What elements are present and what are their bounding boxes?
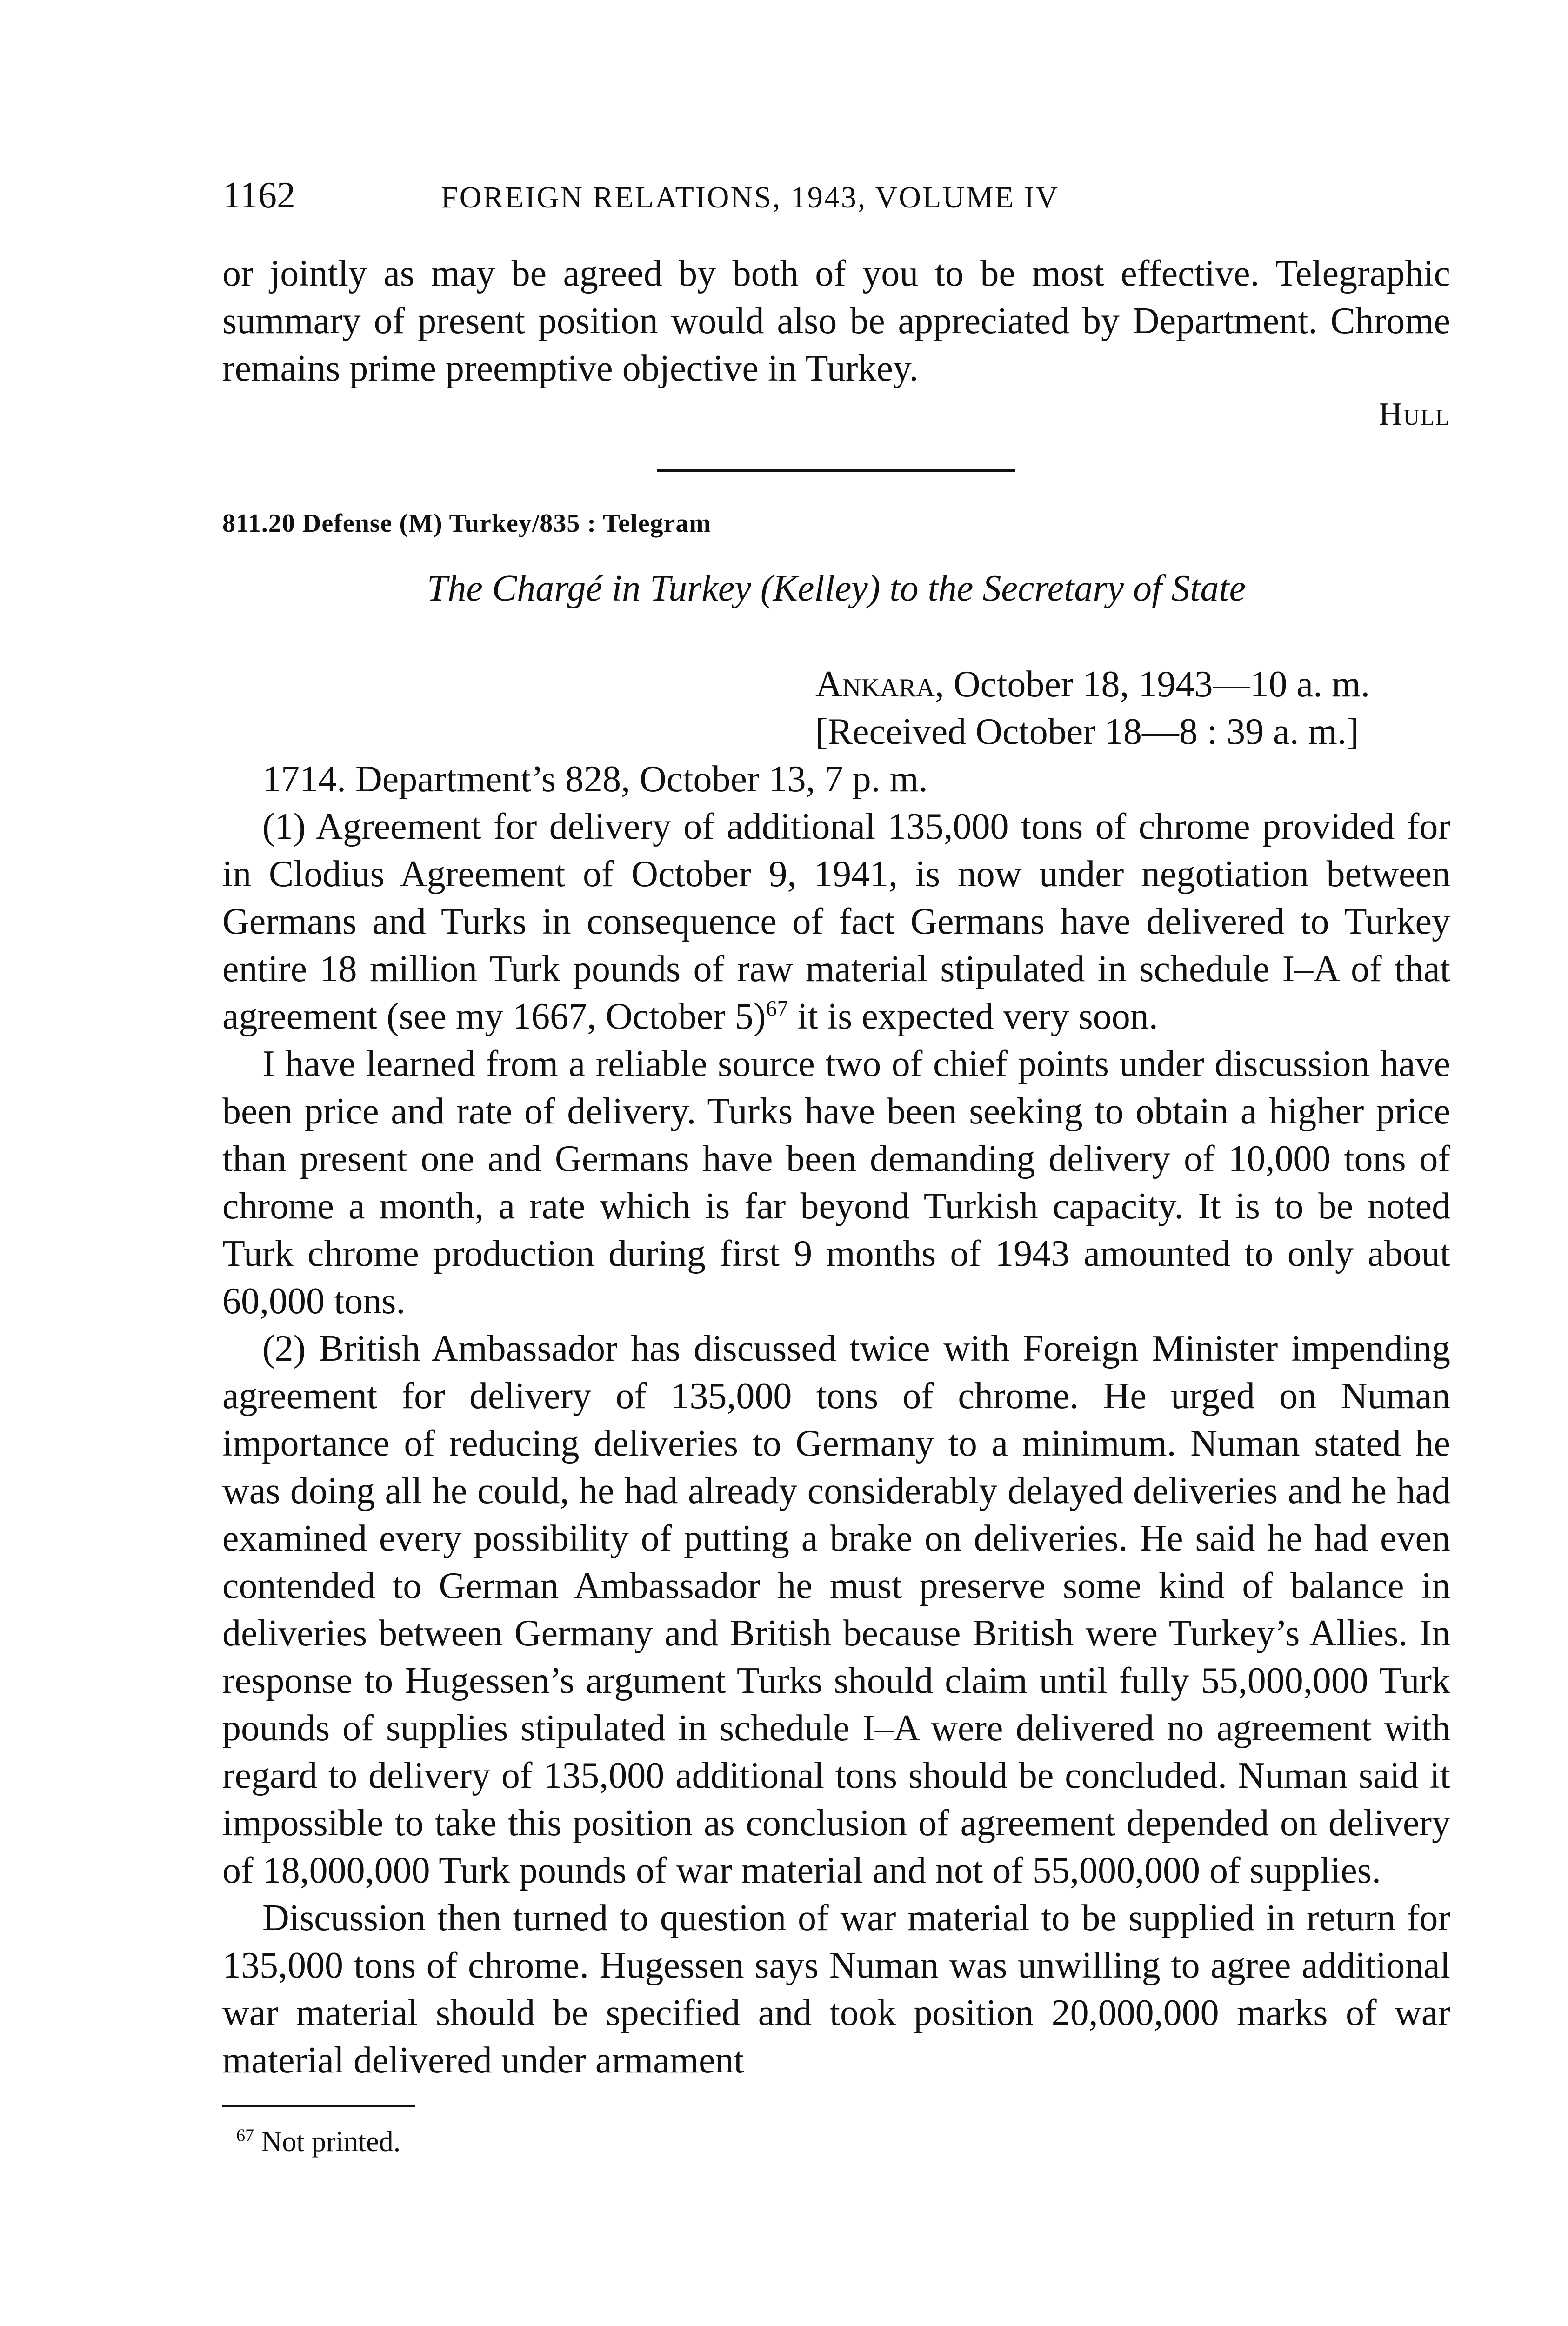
- footnote-reference: 67: [766, 996, 788, 1021]
- footnote-text: Not printed.: [261, 2126, 401, 2158]
- previous-document-closing: or jointly as may be agreed by both of you to be most effective. Telegraphic summary of present position would also be appreciated by Department. Chrome remains prime preemptive objective in Turkey.: [222, 253, 1450, 389]
- document-page: [222, 172, 1450, 2163]
- file-reference: 811.20 Defense (M) Turkey/835 : Telegram: [222, 509, 712, 538]
- paragraph-1: [222, 803, 1450, 1040]
- paragraph-4: Discussion then turned to question of war material to be supplied in return for 135,000 tons of chrome. Hugessen says Numan was unwilling to agree additional war material should be specified and took position 20,000,000 marks of war material delivered under armament: [222, 1898, 1450, 2081]
- received-line: [Received October 18—8 : 39 a. m.]: [815, 711, 1359, 752]
- page-header: [222, 172, 1450, 221]
- paragraph-3: (2) British Ambassador has discussed twice with Foreign Minister impending agreement for delivery of 135,000 tons of chrome. He urged on Numan importance of reducing deliveries to Germany to a minimum. Numan stated he was doing all he could, he had already considerably delayed deliveries and he had examined every possibility of putting a brake on deliveries. He said he had even contended to German Ambassador he must preserve some kind of balance in deliveries between Germany and British because British were Turkey’s Allies. In response to Hugessen’s argument Turks should claim until fully 55,000,000 Turk pounds of supplies stipulated in schedule I–A were delivered no agreement with regard to delivery of 135,000 additional tons should be concluded. Numan said it impossible to take this position as conclusion of agreement depended on delivery of 18,000,000 Turk pounds of war material and not of 55,000,000 of supplies.: [222, 1328, 1450, 1891]
- paragraph-2: I have learned from a reliable source two of chief points under discussion have been price and rate of delivery. Turks have been seeking to obtain a higher price than present one and Germans have been demanding delivery of 10,000 tons of chrome a month, a rate which is far beyond Turkish capacity. It is to be noted Turk chrome production during first 9 months of 1943 amounted to only about 60,000 tons.: [222, 1043, 1450, 1322]
- footnote: [222, 2121, 1450, 2163]
- signature: Hull: [1379, 396, 1450, 432]
- dateline-date: , October 18, 1943—10 a. m.: [934, 664, 1370, 705]
- paragraph-1-end: it is expected very soon.: [788, 996, 1158, 1037]
- dateline-place: Ankara: [815, 664, 935, 705]
- section-divider: [657, 469, 1015, 472]
- footnote-divider: [222, 2105, 415, 2107]
- footnote-marker: 67: [236, 2125, 254, 2146]
- dateline: [222, 661, 1450, 708]
- document-title: The Chargé in Turkey (Kelley) to the Secretary of State: [427, 568, 1246, 609]
- page-number: 1162: [222, 175, 296, 216]
- paragraph-1-main: (1) Agreement for delivery of additional 135,000 tons of chrome provided for in Clodius Agreement of October 9, 1941, is now under negotiation between Germans and Turks in consequence of fact Germans have delivered to Turkey entire 18 million Turk pounds of raw material stipulated in schedule I–A of that agreement (see my 1667, October 5): [222, 806, 1450, 1037]
- telegram-number-line: 1714. Department’s 828, October 13, 7 p. m.: [262, 759, 928, 800]
- running-head: FOREIGN RELATIONS, 1943, VOLUME IV: [441, 180, 1060, 214]
